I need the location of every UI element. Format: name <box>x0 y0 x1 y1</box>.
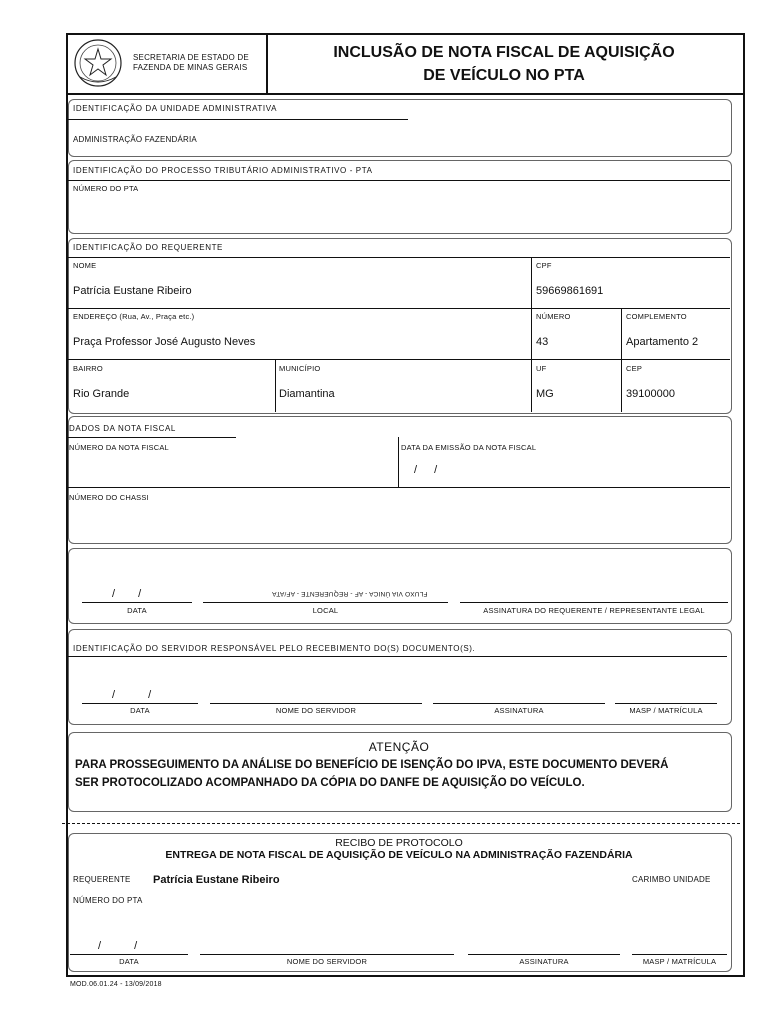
recibo-subtitle: ENTREGA DE NOTA FISCAL DE AQUISIÇÃO DE VEÍCULO NA ADMINISTRAÇÃO FAZENDÁRIA <box>165 849 633 861</box>
recibo-date: / / <box>98 940 138 952</box>
servidor-heading: IDENTIFICAÇÃO DO SERVIDOR RESPONSÁVEL PELO RECEBIMENTO DO(S) DOCUMENTO(S). <box>73 644 476 653</box>
nota-section <box>68 416 732 544</box>
requerente-divider-cpf <box>531 257 532 412</box>
municipio-value: Diamantina <box>279 388 335 400</box>
nota-date-value: / / <box>414 464 438 476</box>
pta-number-label: NÚMERO DO PTA <box>73 184 139 193</box>
recibo-title: RECIBO DE PROTOCOLO <box>335 837 463 849</box>
requerente-divider-municipio <box>275 359 276 412</box>
cpf-value: 59669861691 <box>536 285 604 297</box>
atencao-line1: PARA PROSSEGUIMENTO DA ANÁLISE DO BENEFÍCIO DE ISENÇÃO DO IPVA, ESTE DOCUMENTO DEVERÁ <box>75 759 669 771</box>
assinatura-date: / / <box>112 588 142 600</box>
recibo-pta-label: NÚMERO DO PTA <box>73 896 143 905</box>
unidade-value: ADMINISTRAÇÃO FAZENDÁRIA <box>73 135 197 144</box>
municipio-label: MUNICÍPIO <box>279 364 321 373</box>
nome-value: Patrícia Eustane Ribeiro <box>73 285 192 297</box>
agency-name-line1: SECRETARIA DE ESTADO DE <box>133 53 249 62</box>
servidor-nome-line <box>210 703 422 704</box>
complemento-label: COMPLEMENTO <box>626 312 687 321</box>
atencao-line2: SER PROTOCOLIZADO ACOMPANHADO DA CÓPIA DO DANFE DE AQUISIÇÃO DO VEÍCULO. <box>75 777 585 789</box>
unidade-heading-rule <box>68 119 408 120</box>
nome-label: NOME <box>73 261 97 270</box>
bairro-value: Rio Grande <box>73 388 130 400</box>
chassi-label: NÚMERO DO CHASSI <box>69 493 149 502</box>
recibo-requerente-label: REQUERENTE <box>73 875 131 884</box>
recibo-date-line <box>70 954 188 955</box>
recibo-nome-line <box>200 954 454 955</box>
endereco-label: ENDEREÇO (Rua, Av., Praça etc.) <box>73 312 195 321</box>
recibo-masp-label: MASP / MATRÍCULA <box>642 957 717 966</box>
requerente-heading: IDENTIFICAÇÃO DO REQUERENTE <box>73 243 223 252</box>
header <box>66 33 743 93</box>
nota-heading-rule <box>68 437 236 438</box>
pta-heading: IDENTIFICAÇÃO DO PROCESSO TRIBUTÁRIO ADMINISTRATIVO - PTA <box>73 166 373 175</box>
cep-value: 39100000 <box>626 388 675 400</box>
servidor-assinatura-label: ASSINATURA <box>494 706 544 715</box>
form-model-code: MOD.06.01.24 - 13/09/2018 <box>70 981 162 988</box>
endereco-value: Praça Professor José Augusto Neves <box>73 336 256 348</box>
form-title-line2: DE VEÍCULO NO PTA <box>423 67 585 84</box>
servidor-data-label: DATA <box>130 706 150 715</box>
atencao-heading: ATENÇÃO <box>368 740 430 754</box>
recibo-assinatura-line <box>468 954 620 955</box>
assinatura-local-line <box>203 602 448 603</box>
numero-label: NÚMERO <box>536 312 571 321</box>
state-seal-icon <box>70 37 126 89</box>
form-title-line1: INCLUSÃO DE NOTA FISCAL DE AQUISIÇÃO <box>333 44 675 61</box>
servidor-masp-label: MASP / MATRÍCULA <box>629 706 703 715</box>
uf-value: MG <box>536 388 554 400</box>
unidade-heading: IDENTIFICAÇÃO DA UNIDADE ADMINISTRATIVA <box>73 104 278 113</box>
servidor-date-line <box>82 703 198 704</box>
assinatura-signature-line <box>460 602 728 603</box>
cpf-label: CPF <box>536 261 552 270</box>
fluxo-text: FLUXO VIA ÚNICA - AF - REQUERENTE - AF/ATA <box>272 590 428 597</box>
recibo-data-label: DATA <box>119 957 139 966</box>
servidor-assinatura-line <box>433 703 605 704</box>
uf-label: UF <box>536 364 547 373</box>
servidor-heading-rule <box>68 656 727 657</box>
nota-divider <box>398 437 399 487</box>
assinatura-signature-label: ASSINATURA DO REQUERENTE / REPRESENTANTE LEGAL <box>483 606 705 615</box>
servidor-nome-label: NOME DO SERVIDOR <box>275 706 357 715</box>
recibo-requerente-value: Patrícia Eustane Ribeiro <box>153 874 280 886</box>
cep-label: CEP <box>626 364 643 373</box>
recibo-masp-line <box>632 954 727 955</box>
agency-name-line2: FAZENDA DE MINAS GERAIS <box>133 63 248 72</box>
cut-line <box>62 823 740 824</box>
servidor-date: / / <box>112 689 152 701</box>
nota-row-rule <box>68 487 730 488</box>
requerente-row1-rule <box>68 308 730 309</box>
nota-number-label: NÚMERO DA NOTA FISCAL <box>69 443 169 452</box>
nota-date-label: DATA DA EMISSÃO DA NOTA FISCAL <box>401 443 537 452</box>
requerente-divider-complemento <box>621 308 622 412</box>
bairro-label: BAIRRO <box>73 364 103 373</box>
requerente-row2-rule <box>68 359 730 360</box>
carimbo-label: CARIMBO UNIDADE <box>632 875 711 884</box>
recibo-assinatura-label: ASSINATURA <box>519 957 569 966</box>
numero-value: 43 <box>536 336 549 348</box>
recibo-nome-label: NOME DO SERVIDOR <box>286 957 368 966</box>
nota-heading: DADOS DA NOTA FISCAL <box>69 424 176 433</box>
servidor-masp-line <box>615 703 717 704</box>
assinatura-data-label: DATA <box>127 606 147 615</box>
assinatura-date-line <box>82 602 192 603</box>
pta-heading-rule <box>68 180 730 181</box>
requerente-heading-rule <box>68 257 730 258</box>
complemento-value: Apartamento 2 <box>626 336 699 348</box>
assinatura-local-label: LOCAL <box>312 606 339 615</box>
header-bottom-rule <box>66 93 743 95</box>
